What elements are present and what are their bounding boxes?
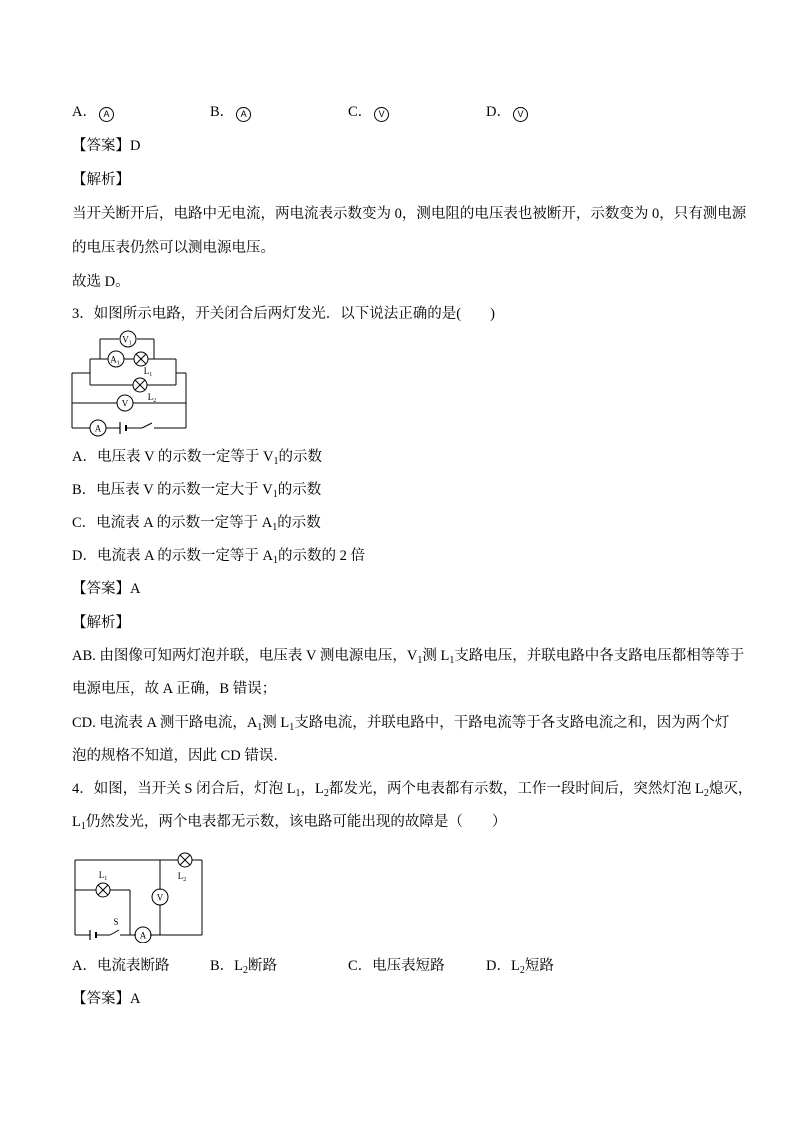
svg-text:L1: $L_1$: [98, 870, 108, 882]
answer-value: A: [130, 581, 141, 597]
q3-stem: 3．如图所示电路，开关闭合后两灯发光．以下说法正确的是( ): [72, 306, 495, 322]
option-text: C．电流表 A 的示数一定等于 A: [72, 515, 273, 531]
subscript: 2: [243, 965, 249, 976]
stem-text: 都发光，两个电表都有示数，工作一段时间后，突然灯泡 L: [328, 781, 704, 797]
option-letter: B．: [210, 104, 235, 120]
q3-analysis-ab-line: 电源电压，故 A 正确，B 错误；: [72, 681, 277, 697]
option-text: B．L: [210, 958, 244, 974]
q3-option-d: [72, 547, 365, 565]
option-text: 断路: [248, 958, 278, 974]
q4-stem-line: [72, 813, 506, 831]
svg-text:A1: $A_1$: [110, 354, 120, 367]
subscript: 1: [257, 722, 263, 733]
svg-text:V1: $V_1$: [122, 334, 132, 347]
q4-circuit-diagram: [70, 845, 210, 943]
svg-text:V: V: [121, 398, 129, 409]
subscript: 1: [272, 489, 278, 500]
subscript: 1: [80, 821, 86, 832]
voltmeter-icon: V: [513, 107, 528, 122]
option-text: D．L: [486, 958, 520, 974]
q2-analysis-label: 【解析】: [72, 172, 130, 188]
answer-label: 【答案】: [72, 991, 130, 1007]
analysis-text: 测 L: [262, 715, 290, 731]
subscript: 1: [295, 788, 301, 799]
q3-answer: [72, 580, 140, 598]
stem-text: 仍然发光，两个电表都无示数，该电路可能出现的故障是（ ）: [85, 814, 507, 830]
svg-text:S: S: [113, 917, 119, 927]
option-text: A．电压表 V 的示数一定等于 V: [72, 449, 274, 465]
q4-option-b: [210, 957, 277, 975]
q4-stem-line: [72, 780, 752, 798]
ammeter-icon: A: [99, 107, 114, 122]
option-text: 的示数: [277, 482, 322, 498]
option-text: 的示数: [278, 449, 323, 465]
answer-value: D: [130, 138, 141, 154]
svg-text:L2: $L_2$: [177, 871, 187, 883]
stem-text: 熄灭，: [708, 781, 753, 797]
q2-option-d: [486, 103, 528, 122]
analysis-text: 支路电流，并联电路中，干路电流等于各支路电流之和，因为两个灯: [294, 715, 730, 731]
q3-analysis-label: 【解析】: [72, 615, 130, 631]
option-text: C．电压表短路: [348, 958, 445, 974]
stem-text: L: [72, 814, 81, 830]
svg-text:A: A: [139, 930, 147, 941]
q3-option-b: [72, 481, 321, 499]
q4-answer: [72, 990, 140, 1008]
stem-text: ，L: [300, 781, 324, 797]
option-letter: A．: [72, 104, 97, 120]
voltmeter-icon: V: [374, 107, 389, 122]
option-letter: C．: [348, 104, 373, 120]
subscript: 2: [703, 788, 709, 799]
q4-option-a: [72, 957, 169, 975]
svg-text:A: A: [94, 423, 102, 434]
q2-answer: [72, 137, 140, 155]
q3-analysis-cd-line: [72, 714, 729, 732]
analysis-text: 支路电压，并联电路中各支路电压都相等等于: [454, 648, 745, 664]
q2-option-a: [72, 103, 114, 122]
subscript: 2: [519, 965, 525, 976]
subscript: 1: [289, 722, 295, 733]
analysis-text: CD. 电流表 A 测干路电流，A: [72, 715, 258, 731]
q3-option-a: [72, 448, 322, 466]
option-text: B．电压表 V 的示数一定大于 V: [72, 482, 273, 498]
q3-circuit-diagram: [68, 325, 193, 440]
answer-label: 【答案】: [72, 138, 130, 154]
ammeter-icon: A: [236, 107, 251, 122]
q3-analysis-cd-line: 泡的规格不知道，因此 CD 错误．: [72, 748, 288, 764]
q2-option-b: [210, 103, 251, 122]
q3-option-c: [72, 514, 321, 532]
analysis-text: 测 L: [422, 648, 450, 664]
answer-label: 【答案】: [72, 581, 130, 597]
q3-analysis-ab-line: [72, 647, 744, 665]
svg-text:L1: $L_1$: [143, 366, 153, 378]
q2-option-c: [348, 103, 389, 122]
option-text: D．电流表 A 的示数一定等于 A: [72, 548, 273, 564]
svg-text:V: V: [156, 892, 164, 903]
option-text: 的示数的 2 倍: [278, 548, 365, 564]
q2-conclusion: 故选 D。: [72, 274, 130, 290]
svg-text:L2: $L_2$: [147, 392, 157, 404]
option-text: A．电流表断路: [72, 958, 170, 974]
analysis-text: AB. 由图像可知两灯泡并联，电压表 V 测电源电压，V: [72, 648, 418, 664]
answer-value: A: [130, 991, 141, 1007]
subscript: 1: [273, 555, 278, 566]
q2-analysis-line: 的电压表仍然可以测电源电压。: [72, 240, 275, 256]
q4-option-c: [348, 957, 445, 975]
option-text: 的示数: [277, 515, 321, 531]
option-text: 短路: [524, 958, 554, 974]
option-letter: D．: [486, 104, 511, 120]
stem-text: 4．如图，当开关 S 闭合后，灯泡 L: [72, 781, 296, 797]
subscript: 1: [449, 655, 455, 666]
subscript: 1: [272, 522, 278, 533]
subscript: 2: [323, 788, 329, 799]
subscript: 1: [273, 456, 279, 467]
subscript: 1: [417, 655, 423, 666]
q2-analysis-line: 当开关断开后，电路中无电流，两电流表示数变为 0，测电阻的电压表也被断开，示数变为 0，只有测电源: [72, 206, 747, 222]
q4-option-d: [486, 957, 554, 975]
